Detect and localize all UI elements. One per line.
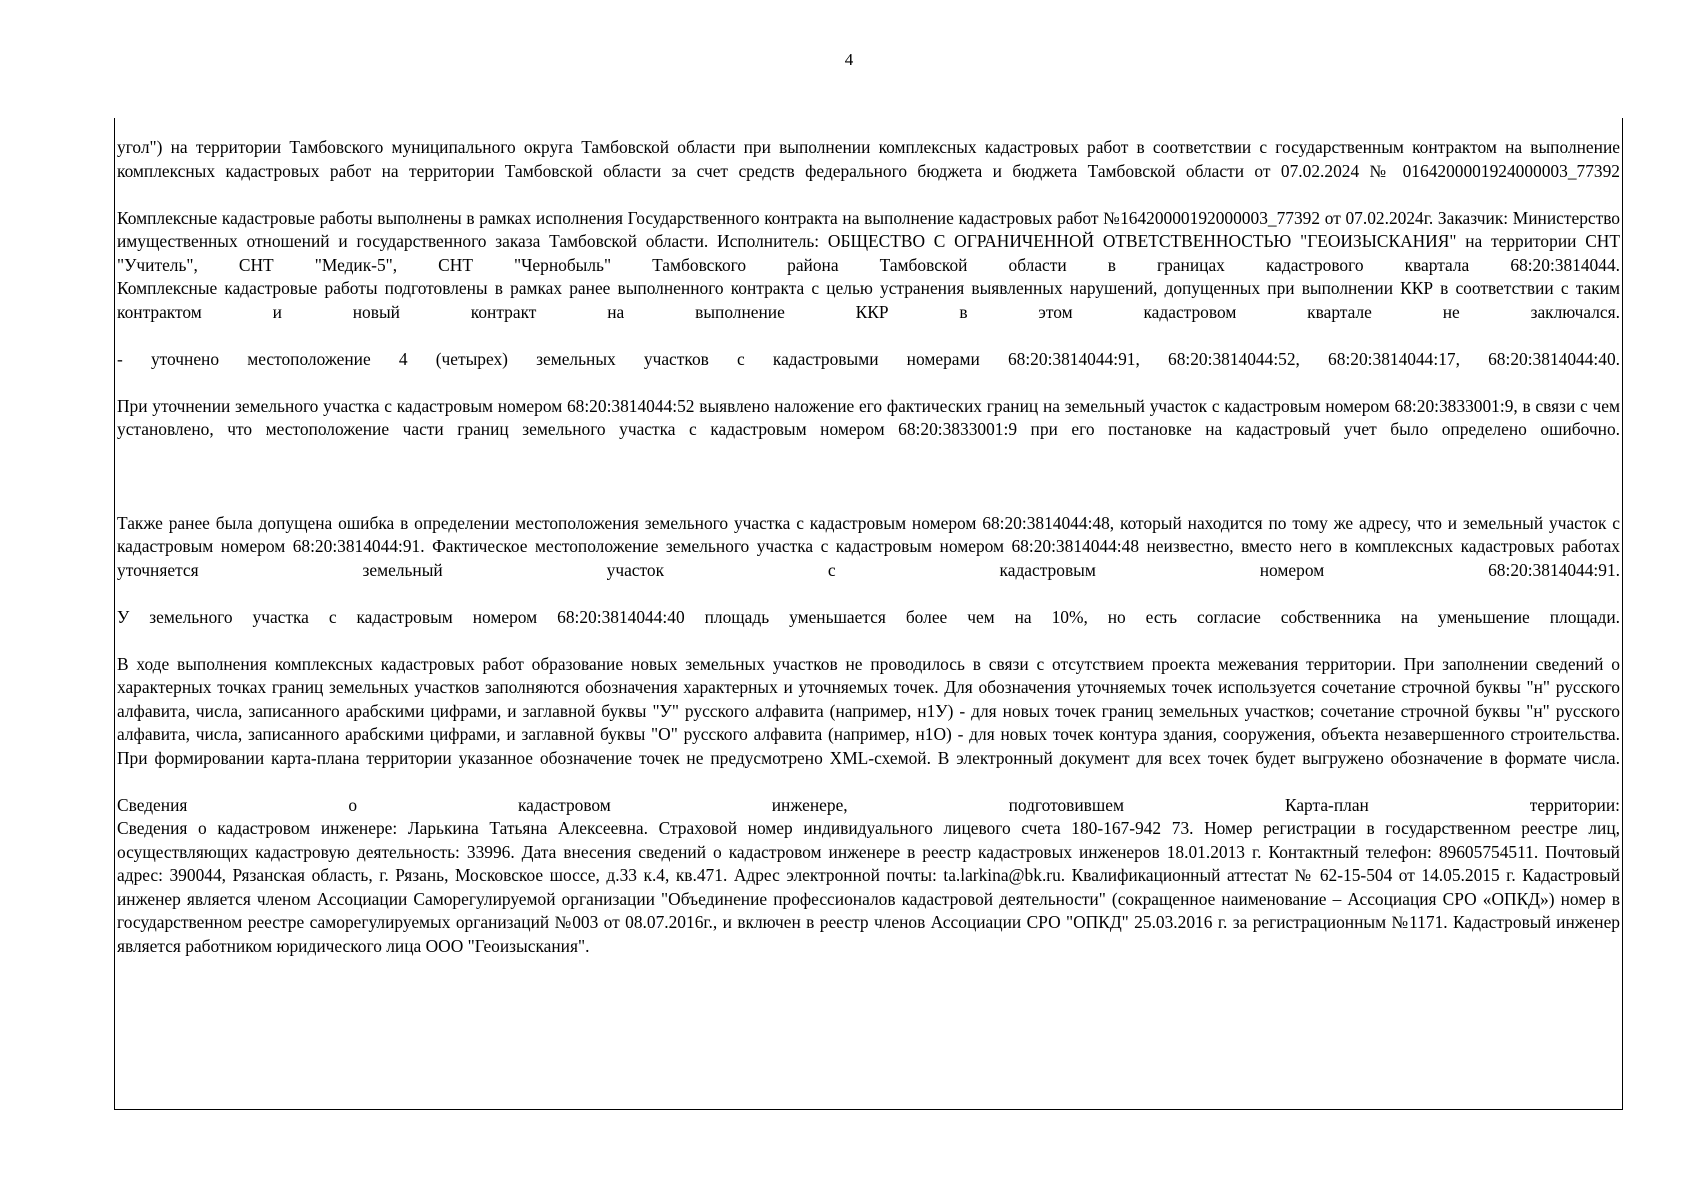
paragraph-works-prepared: Комплексные кадастровые работы подготовлены в рамках ранее выполненного контракта с целью устранения выявленных нарушений, допущенных при выполнении ККР в соответствии с таким контрактом и новый контракт на выполнение ККР в этом кадастровом квартале не заключался. <box>117 278 1620 322</box>
paragraph-engineer-heading: Сведения о кадастровом инженере, подготовившем Карта-план территории: <box>117 794 1620 815</box>
spacer <box>117 371 1620 395</box>
paragraph-area-reduction: У земельного участка с кадастровым номером 68:20:3814044:40 площадь уменьшается более чем на 10%, но есть согласие собственника на уменьшение площади. <box>117 606 1620 627</box>
paragraph-works-performed: Комплексные кадастровые работы выполнены в рамках исполнения Государственного контракта на выполнение кадастровых работ №16420000192000003_77392 от 07.02.2024г. Заказчик: Министерство имущественных отношений и государственного заказа Тамбовской области. Исполнитель: ОБЩЕСТВО С ОГРАНИЧЕННОЙ ОТВЕТСТВЕННОСТЬЮ "ГЕОИЗЫСКАНИЯ" на территории СНТ "Учитель", СНТ "Медик-5", СНТ "Чернобыль" Тамбовского района Тамбовской области в границах кадастрового квартала 68:20:3814044. <box>117 207 1620 275</box>
document-body <box>117 136 1620 958</box>
spacer <box>117 770 1620 794</box>
paragraph-point-designations: В ходе выполнения комплексных кадастровых работ образование новых земельных участков не проводилось в связи с отсутствием проекта межевания территории. При заполнении сведений о характерных точках границ земельных участков заполняются обозначения характерных и уточняемых точек. Для обозначения уточняемых точек используется сочетание строчной буквы "н" русского алфавита, числа, записанного арабскими цифрами, и заглавной буквы "У" русского алфавита (например, н1У) - для новых точек границ земельных участков; сочетание строчной буквы "н" русского алфавита, числа, записанного арабскими цифрами, и заглавной буквы "О" русского алфавита (например, н1О) - для новых точек контура здания, сооружения, объекта незавершенного строительства. При формировании карта-плана территории указанное обозначение точек не предусмотрено XML-схемой. В электронный документ для всех точек будет выгружено обозначение в формате числа. <box>117 653 1620 768</box>
paragraph-engineer-details: Сведения о кадастровом инженере: Ларькина Татьяна Алексеевна. Страховой номер индивидуального лицевого счета 180-167-942 73. Номер регистрации в государственном реестре лиц, осуществляющих кадастровую деятельность: 33996. Дата внесения сведений о кадастровом инженере в реестр кадастровых инженеров 18.01.2013 г. Контактный телефон: 89605754511. Почтовый адрес: 390044, Рязанская область, г. Рязань, Московское шоссе, д.33 к.4, кв.471. Адрес электронной почты: ta.larkina@bk.ru. Квалификационный аттестат № 62-15-504 от 14.05.2015 г. Кадастровый инженер является членом Ассоциации Саморегулируемой организации "Объединение профессионалов кадастровой деятельности" (сокращенное наименование – Ассоциация СРО «ОПКД») номер в государственном реестре саморегулируемых организаций №003 от 08.07.2016г., и включен в реестр членов Ассоциации СРО "ОПКД" 25.03.2016 г. за регистрационным №1171. Кадастровый инженер является работником юридического лица ООО "Геоизыскания". <box>117 818 1620 956</box>
spacer <box>117 582 1620 606</box>
paragraph-overlap: При уточнении земельного участка с кадастровым номером 68:20:3814044:52 выявлено наложение его фактических границ на земельный участок с кадастровым номером 68:20:3833001:9, в связи с чем установлено, что местоположение части границ земельного участка с кадастровым номером 68:20:3833001:9 при его постановке на кадастровый учет было определено ошибочно. <box>117 395 1620 439</box>
spacer <box>117 442 1620 512</box>
spacer <box>117 629 1620 653</box>
spacer <box>117 324 1620 348</box>
paragraph-clarified-parcels: - уточнено местоположение 4 (четырех) земельных участков с кадастровыми номерами 68:20:3814044:91, 68:20:3814044:52, 68:20:3814044:17, 68:20:3814044:40. <box>117 348 1620 369</box>
paragraph-location-error: Также ранее была допущена ошибка в определении местоположения земельного участка с кадастровым номером 68:20:3814044:48, который находится по тому же адресу, что и земельный участок с кадастровым номером 68:20:3814044:91. Фактическое местоположение земельного участка с кадастровым номером 68:20:3814044:48 неизвестно, вместо него в комплексных кадастровых работах уточняется земельный участок с кадастровым номером 68:20:3814044:91. <box>117 512 1620 580</box>
spacer <box>117 183 1620 207</box>
paragraph-contract-intro: угол") на территории Тамбовского муниципального округа Тамбовской области при выполнении комплексных кадастровых работ в соответствии с государственным контрактом на выполнение комплексных кадастровых работ на территории Тамбовской области за счет средств федерального бюджета и бюджета Тамбовской области от 07.02.2024 № 0164200001924000003_77392 <box>117 137 1620 181</box>
page-number: 4 <box>844 50 854 69</box>
